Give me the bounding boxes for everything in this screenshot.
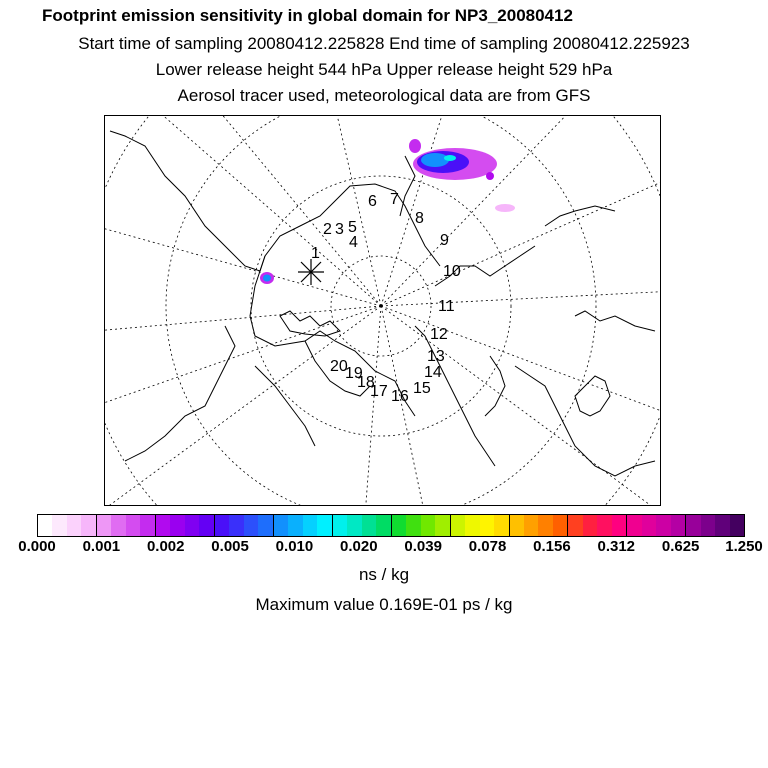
station-label: 15 bbox=[413, 380, 431, 397]
station-label: 1 bbox=[311, 245, 320, 262]
colorbar-swatch bbox=[303, 515, 317, 536]
colorbar-swatch bbox=[67, 515, 81, 536]
colorbar-swatch bbox=[274, 515, 288, 536]
station-label: 9 bbox=[440, 232, 449, 249]
map-panel bbox=[104, 115, 661, 506]
colorbar-swatch bbox=[701, 515, 715, 536]
colorbar-swatch bbox=[494, 515, 509, 536]
station-label: 20 bbox=[330, 358, 348, 375]
station-label: 8 bbox=[415, 210, 424, 227]
colorbar-swatch bbox=[52, 515, 66, 536]
colorbar-tick-label: 0.000 bbox=[18, 538, 56, 555]
station-label: 6 bbox=[368, 193, 377, 210]
colorbar-swatch bbox=[656, 515, 670, 536]
colorbar-swatch bbox=[465, 515, 479, 536]
colorbar-tick-label: 0.001 bbox=[82, 538, 121, 555]
colorbar-swatch bbox=[97, 515, 111, 536]
latitude-circles bbox=[105, 116, 661, 506]
colorbar-swatch bbox=[568, 515, 582, 536]
colorbar-tick-label: 0.039 bbox=[404, 538, 442, 555]
station-label: 12 bbox=[430, 326, 448, 343]
colorbar-swatch bbox=[199, 515, 214, 536]
station-label: 18 bbox=[357, 374, 375, 391]
colorbar-swatch bbox=[362, 515, 376, 536]
colorbar-swatch bbox=[524, 515, 538, 536]
sensitivity-plume-west bbox=[260, 272, 274, 284]
colorbar-swatch bbox=[612, 515, 627, 536]
station-label: 10 bbox=[443, 263, 461, 280]
colorbar-tick-label: 1.250 bbox=[725, 538, 763, 555]
colorbar-swatch bbox=[347, 515, 361, 536]
release-height-line: Lower release height 544 hPa Upper release height 529 hPa bbox=[155, 60, 613, 79]
colorbar-swatch bbox=[451, 515, 465, 536]
sampling-time-line: Start time of sampling 20080412.225828 End time of sampling 20080412.225923 bbox=[78, 34, 690, 53]
station-label: 4 bbox=[349, 234, 358, 251]
station-label: 17 bbox=[370, 383, 388, 400]
polar-map bbox=[105, 116, 661, 506]
station-label: 5 bbox=[348, 219, 357, 236]
colorbar-swatch bbox=[258, 515, 273, 536]
colorbar-swatch bbox=[627, 515, 641, 536]
colorbar-tick-label: 0.002 bbox=[146, 538, 185, 555]
colorbar-swatch bbox=[671, 515, 686, 536]
colorbar-tick-label: 0.625 bbox=[661, 538, 700, 555]
colorbar-swatch bbox=[170, 515, 184, 536]
colorbar-swatch bbox=[435, 515, 450, 536]
station-label: 11 bbox=[438, 298, 455, 315]
colorbar-tick-label: 0.020 bbox=[340, 538, 378, 555]
station-label: 19 bbox=[345, 365, 363, 382]
colorbar-swatch bbox=[215, 515, 229, 536]
colorbar-tick-label: 0.156 bbox=[533, 538, 571, 555]
colorbar-swatch bbox=[229, 515, 243, 536]
station-label: 2 bbox=[323, 221, 332, 238]
colorbar-swatch bbox=[288, 515, 302, 536]
colorbar-swatch bbox=[538, 515, 552, 536]
plot-title: Footprint emission sensitivity in global domain for NP3_20080412 bbox=[42, 6, 573, 25]
colorbar-swatch bbox=[730, 515, 744, 536]
colorbar-tick-label: 0.005 bbox=[211, 538, 249, 555]
station-label: 14 bbox=[424, 364, 442, 381]
colorbar-tick-label: 0.010 bbox=[275, 538, 314, 555]
colorbar-swatch bbox=[715, 515, 729, 536]
colorbar-swatch bbox=[553, 515, 568, 536]
colorbar-swatch bbox=[406, 515, 420, 536]
station-label: 13 bbox=[427, 348, 445, 365]
colorbar-swatch bbox=[583, 515, 597, 536]
colorbar-swatch bbox=[244, 515, 258, 536]
colorbar-swatch bbox=[642, 515, 656, 536]
colorbar-swatch bbox=[140, 515, 155, 536]
colorbar-swatch bbox=[392, 515, 406, 536]
sensitivity-plume-north bbox=[409, 139, 515, 212]
units-label: ns / kg bbox=[358, 565, 410, 584]
station-label: 3 bbox=[335, 221, 344, 238]
colorbar-tick-label: 0.312 bbox=[597, 538, 636, 555]
colorbar-swatch bbox=[126, 515, 140, 536]
meridians bbox=[105, 116, 661, 506]
colorbar-swatch bbox=[185, 515, 199, 536]
colorbar-tick-label: 0.078 bbox=[468, 538, 507, 555]
colorbar-swatch bbox=[333, 515, 347, 536]
colorbar-swatch bbox=[510, 515, 524, 536]
colorbar-swatch bbox=[597, 515, 611, 536]
colorbar-swatch bbox=[156, 515, 170, 536]
tracer-info-line: Aerosol tracer used, meteorological data are from GFS bbox=[177, 86, 591, 105]
colorbar-swatch bbox=[421, 515, 435, 536]
maximum-value-label: Maximum value 0.169E-01 ps / kg bbox=[255, 595, 513, 614]
colorbar-swatch bbox=[480, 515, 494, 536]
coastlines bbox=[110, 131, 655, 476]
station-label: 16 bbox=[391, 388, 409, 405]
colorbar-swatch bbox=[686, 515, 700, 536]
colorbar-swatch bbox=[376, 515, 391, 536]
station-label: 7 bbox=[390, 191, 399, 208]
colorbar-swatch bbox=[317, 515, 332, 536]
colorbar-swatch bbox=[81, 515, 96, 536]
colorbar-swatch bbox=[38, 515, 52, 536]
colorbar bbox=[37, 514, 745, 537]
colorbar-swatch bbox=[111, 515, 125, 536]
